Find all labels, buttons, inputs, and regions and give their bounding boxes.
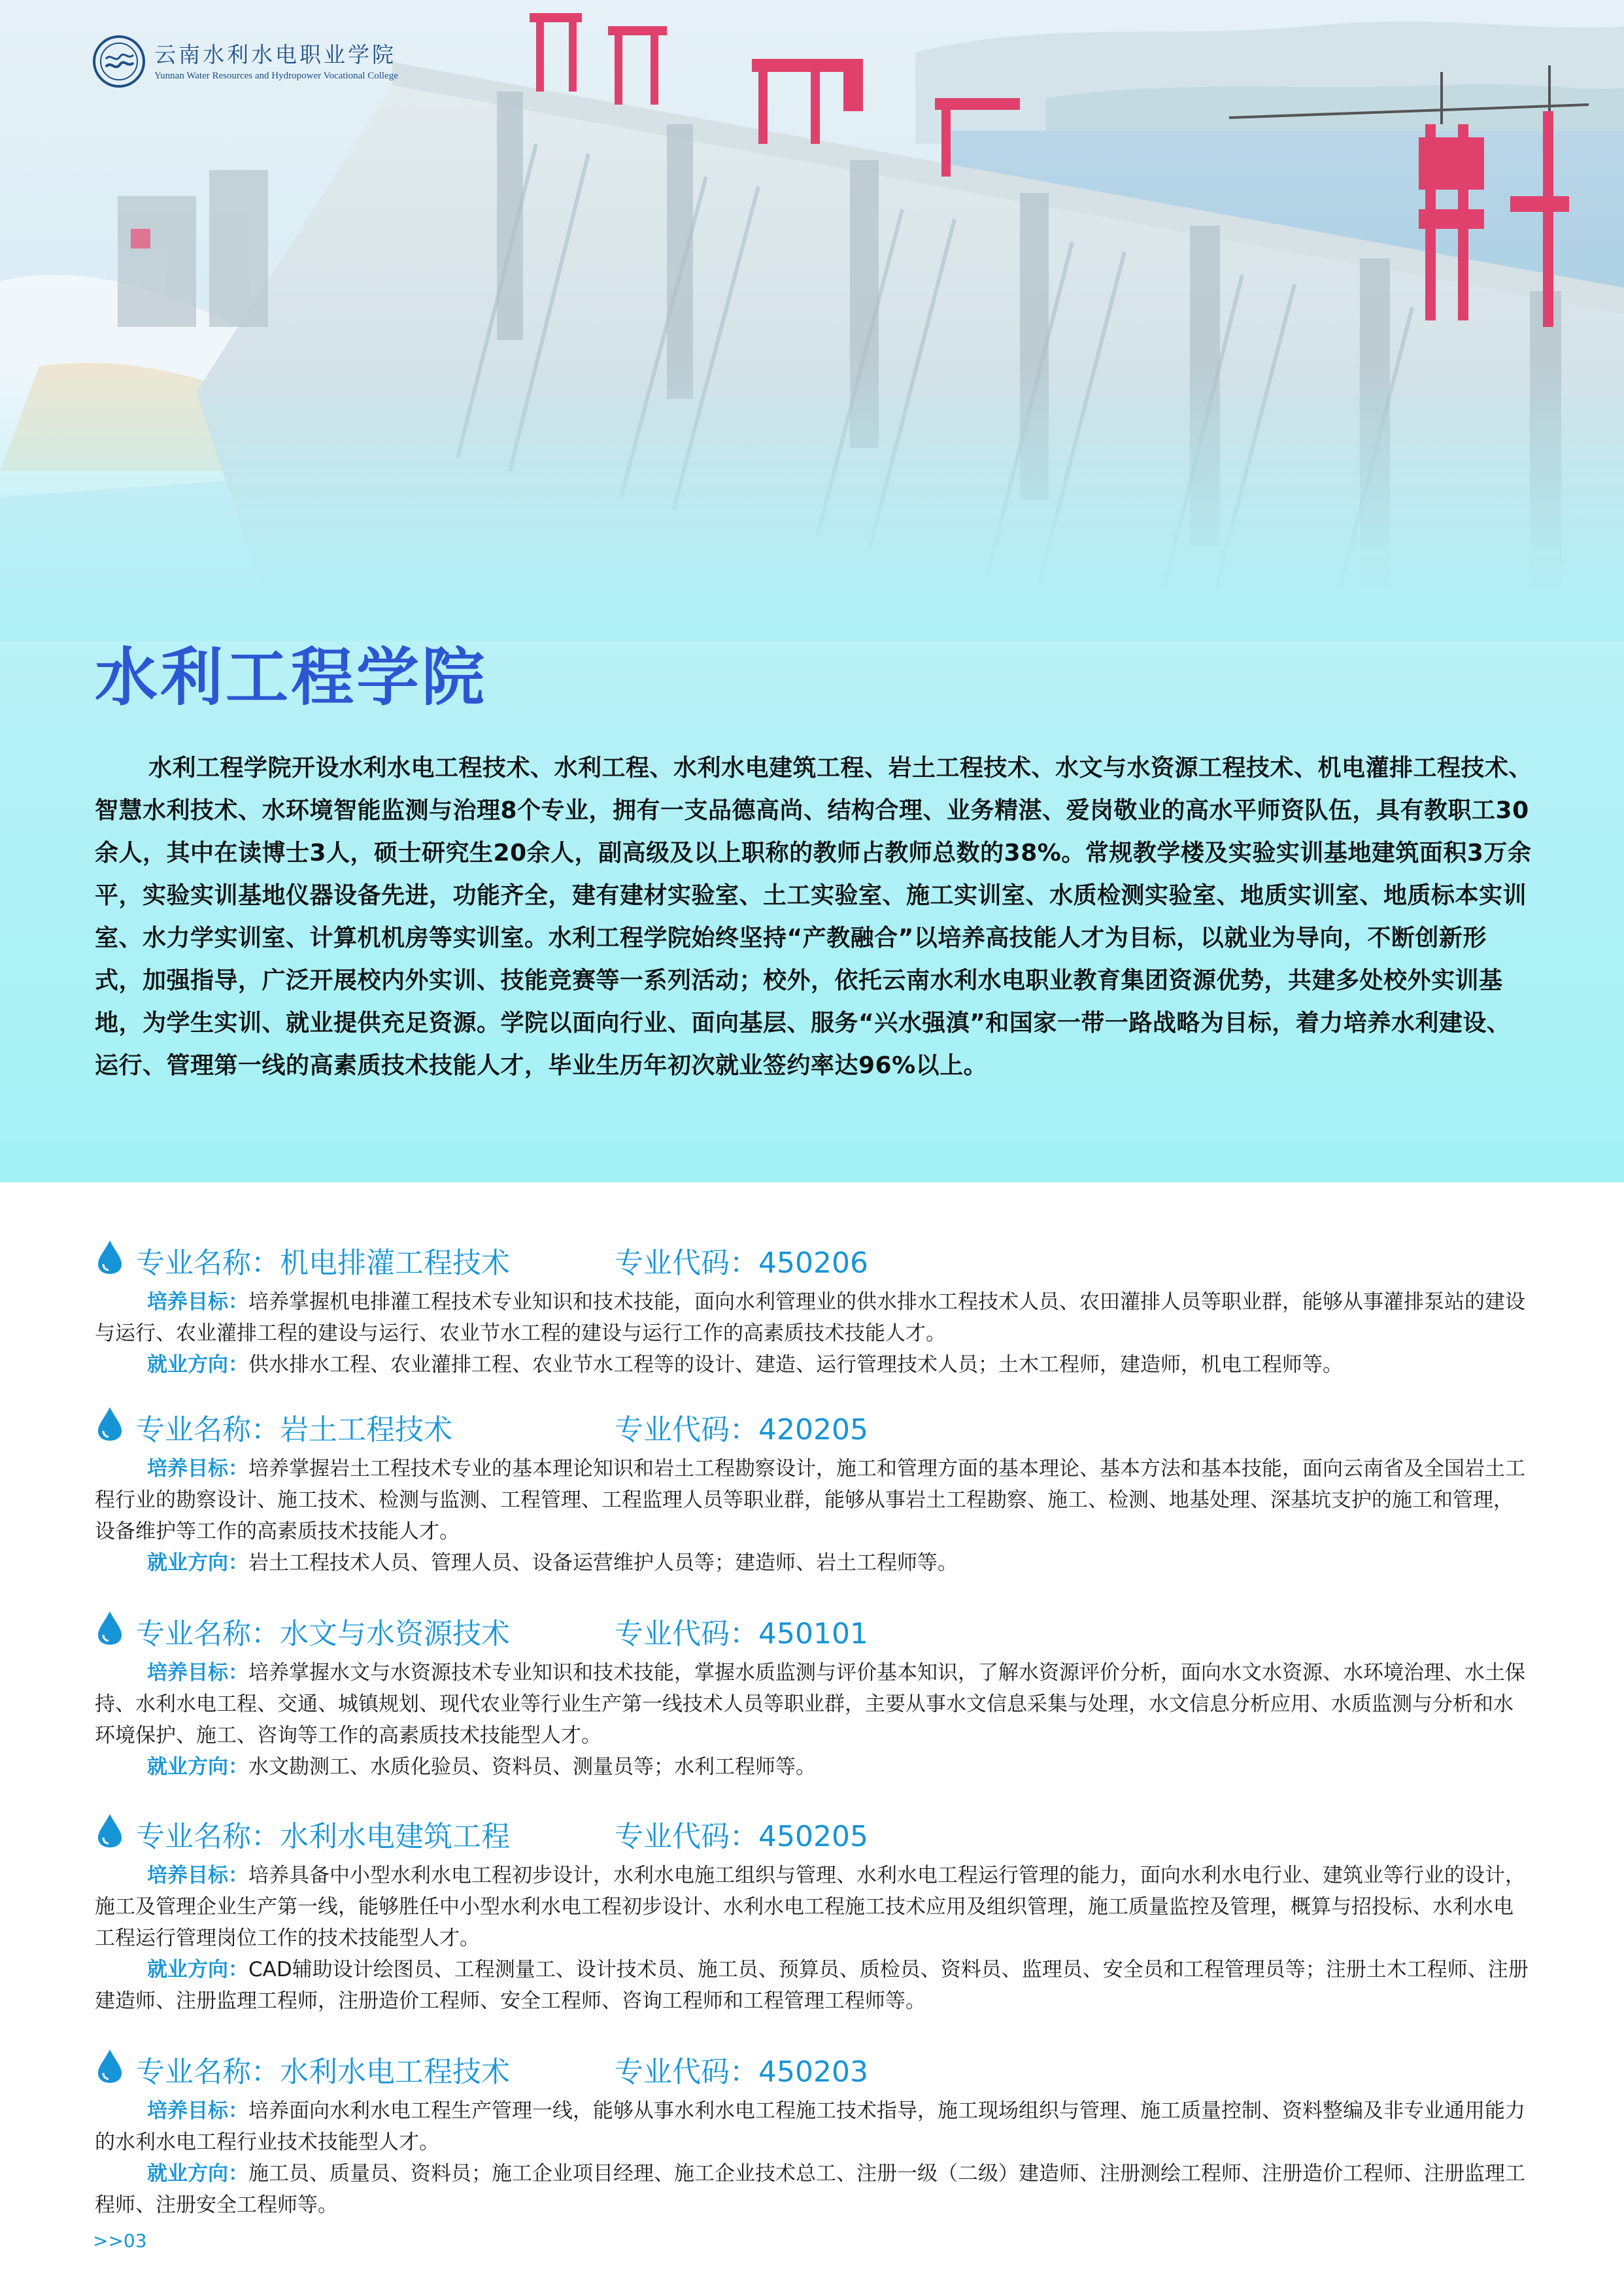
major-goal [95,1453,1533,1547]
college-logo [92,34,431,93]
hero-fade-overlay [0,366,1624,641]
page-number: >>03 [93,2230,147,2252]
water-drop-icon [97,1239,123,1275]
career-text: 供水排水工程、农业灌排工程、农业节水工程等的设计、建造、运行管理技术人员；土木工程师，建造师，机电工程师等。 [248,1353,1343,1377]
major-name-value: 机电排灌工程技术 [280,1246,510,1280]
major-name-label: 专业名称： [136,1617,280,1651]
major-code [615,1406,868,1448]
major-name-label: 专业名称： [136,1246,280,1280]
major-career [95,2158,1533,2221]
major-code-label: 专业代码： [615,1820,758,1853]
career-label: 就业方向： [147,1551,248,1575]
major-code-value: 420205 [758,1413,868,1447]
water-drop-icon [97,1406,123,1441]
career-text: CAD辅助设计绘图员、工程测量工、设计技术员、施工员、预算员、质检员、资料员、监理员、安全员和工程管理员等；注册土木工程师、注册建造师、注册监理工程师，注册造价工程师、安全工程师、咨询工程师和工程管理工程师等。 [95,1958,1529,2013]
intro-paragraph: 水利工程学院开设水利水电工程技术、水利工程、水利水电建筑工程、岩土工程技术、水文与水资源工程技术、机电灌排工程技术、智慧水利技术、水环境智能监测与治理8个专业，拥有一支品德高尚、结构合理、业务精湛、爱岗敬业的高水平师资队伍，具有教职工30余人，其中在读博士3人，硕士研究生20余人，副高级及以上职称的教师占教师总数的38%。常规教学楼及实验实训基地建筑面积3万余平，实验实训基地仪器设备先进，功能齐全，建有建材实验室、土工实验室、施工实训室、水质检测实验室、地质实训室、地质标本实训室、水力学实训室、计算机机房等实训室。水利工程学院始终坚持“产教融合”以培养高技能人才为目标，以就业为导向，不断创新形式，加强指导，广泛开展校内外实训、技能竞赛等一系列活动；校外，依托云南水利水电职业教育集团资源优势，共建多处校外实训基地，为学生实训、就业提供充足资源。学院以面向行业、面向基层、服务“兴水强滇”和国家一带一路战略为目标，着力培养水利建设、运行、管理第一线的高素质技术技能人才，毕业生历年初次就业签约率达96%以上。 [95,755,1533,1079]
major-code [615,1813,868,1855]
goal-text: 培养掌握水文与水资源技术专业知识和技术技能，掌握水质监测与评价基本知识，了解水资源评价分析，面向水文水资源、水环境治理、水土保持、水利水电工程、交通、城镇规划、现代农业等行业生产第一线技术人员等职业群，主要从事水文信息采集与处理，水文信息分析应用、水质监测与分析和水环境保护、施工、咨询等工作的高素质技术技能型人才。 [95,1661,1525,1747]
water-drop-icon [97,1813,123,1848]
career-label: 就业方向： [147,1755,248,1779]
goal-label: 培养目标： [147,2099,248,2123]
major-name [136,1406,452,1448]
goal-text: 培养掌握机电排灌工程技术专业知识和技术技能，面向水利管理业的供水排水工程技术人员、农田灌排人员等职业群，能够从事灌排泵站的建设与运行、农业灌排工程的建设与运行、农业节水工程的建设与运行工作的高素质技术技能人才。 [95,1290,1525,1345]
major-goal [95,1286,1533,1349]
major-code-value: 450205 [758,1820,868,1853]
goal-label: 培养目标： [147,1864,248,1887]
major-name-value: 水利水电工程技术 [280,2055,510,2089]
major-name-label: 专业名称： [136,1413,280,1447]
major-code [615,1610,868,1652]
goal-text: 培养面向水利水电工程生产管理一线，能够从事水利水电工程施工技术指导，施工现场组织与管理、施工质量控制、资料整编及非专业通用能力的水利水电工程行业技术技能型人才。 [95,2099,1525,2154]
career-text: 施工员、质量员、资料员；施工企业项目经理、施工企业技术总工、注册一级（二级）建造师、注册测绘工程师、注册造价工程师、注册监理工程师、注册安全工程师等。 [95,2162,1525,2217]
water-drop-icon [97,1610,123,1645]
major-code-label: 专业代码： [615,2055,758,2089]
career-label: 就业方向： [147,1353,248,1377]
page-title: 水利工程学院 [95,641,487,714]
career-text: 岩土工程技术人员、管理人员、设备运营维护人员等；建造师、岩土工程师等。 [248,1551,958,1575]
career-text: 水文勘测工、水质化验员、资料员、测量员等；水利工程师等。 [248,1755,816,1779]
major-name-value: 水利水电建筑工程 [280,1820,510,1853]
goal-label: 培养目标： [147,1290,248,1314]
major-body [95,1657,1533,1783]
major-body [95,2095,1533,2221]
major-body [95,1453,1533,1579]
major-name [136,2048,510,2090]
major-name [136,1813,510,1855]
goal-label: 培养目标： [147,1661,248,1685]
major-career [95,1547,1533,1579]
major-goal [95,1860,1533,1954]
major-name-label: 专业名称： [136,1820,280,1853]
major-name-value: 水文与水资源技术 [280,1617,510,1651]
major-goal [95,1657,1533,1751]
goal-text: 培养掌握岩土工程技术专业的基本理论知识和岩土工程勘察设计，施工和管理方面的基本理论、基本方法和基本技能，面向云南省及全国岩土工程行业的勘察设计、施工技术、检测与监测、工程管理、工程监理人员等职业群，能够从事岩土工程勘察、施工、检测、地基处理、深基坑支护的施工和管理，设备维护等工作的高素质技术技能人才。 [95,1457,1525,1543]
goal-text: 培养具备中小型水利水电工程初步设计，水利水电施工组织与管理、水利水电工程运行管理的能力，面向水利水电行业、建筑业等行业的设计，施工及管理企业生产第一线，能够胜任中小型水利水电工程初步设计、水利水电工程施工技术应用及组织管理，施工质量监控及管理，概算与招投标、水利水电工程运行管理岗位工作的技术技能型人才。 [95,1864,1525,1950]
major-name-label: 专业名称： [136,2055,280,2089]
logo-chinese-name: 云南水利水电职业学院 [154,42,396,67]
major-code-label: 专业代码： [615,1246,758,1280]
major-body [95,1860,1533,2017]
major-code-label: 专业代码： [615,1617,758,1651]
major-career [95,1349,1533,1380]
major-name [136,1610,510,1652]
major-career [95,1954,1533,2017]
major-body [95,1286,1533,1380]
major-goal [95,2095,1533,2158]
major-name [136,1239,510,1281]
major-name-value: 岩土工程技术 [280,1413,452,1447]
logo-english-name: Yunnan Water Resources and Hydropower Vocational College [154,71,398,81]
college-emblem-icon [92,34,146,89]
major-code-value: 450101 [758,1617,868,1651]
major-code-label: 专业代码： [615,1413,758,1447]
major-code [615,1239,868,1281]
major-code [615,2048,868,2090]
major-code-value: 450203 [758,2055,868,2089]
career-label: 就业方向： [147,1958,248,1981]
career-label: 就业方向： [147,2162,248,2185]
major-code-value: 450206 [758,1246,868,1280]
water-drop-icon [97,2048,123,2083]
major-career [95,1751,1533,1783]
goal-label: 培养目标： [147,1457,248,1481]
